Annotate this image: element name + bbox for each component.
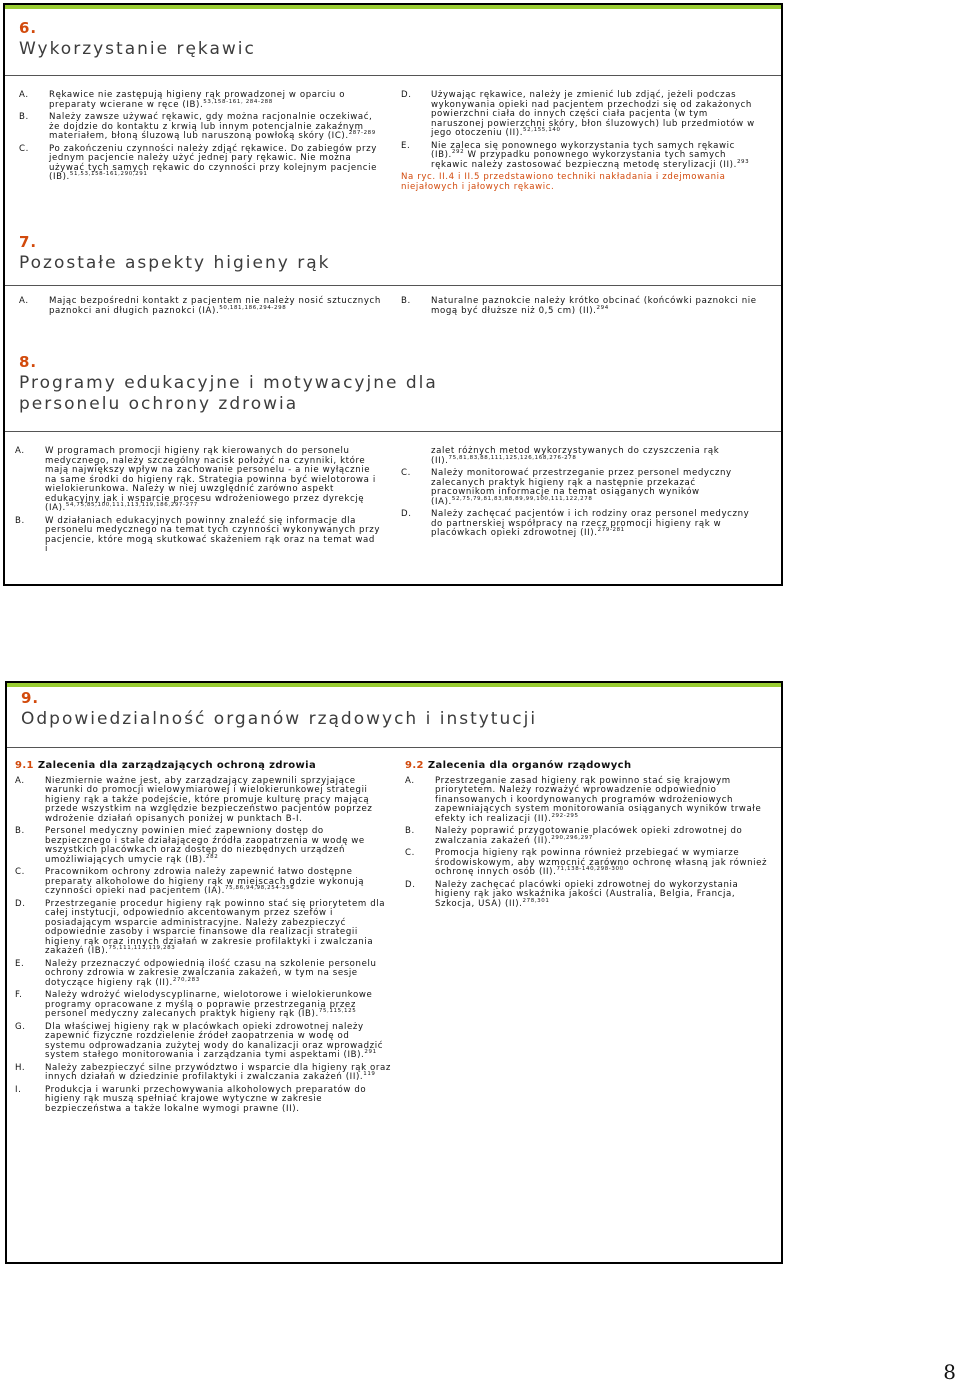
section-6-number: 6. [19,19,38,37]
section-8-number: 8. [19,353,38,371]
list-item: C. Należy monitorować przestrzeganie przez personel medyczny zalecanych praktyk higieny rąk a następnie przekazać pracownikom informacje na temat osiąganych wyników (IA).$^{52,75,79,81,83,88,89,99,100,111,122,278}$ [401,468,732,507]
list-item: A. Rękawice nie zastępują higieny rąk prowadzonej w oparciu o preparaty wcierane w ręce (IB).$^{53,158-161, 284-288}$ [19,90,346,110]
list-item: A. W programach promocji higieny rąk kierowanych do personelu medycznego, należy szczególny nacisk położyć na czynniki, które mają największy wpływ na zachowanie personelu - a nie wyłącznie na same środki do higieny rąk. Strategia powinna być wielotorowa i wielokierunkowa. Należy w niej uwzględnić zarówno aspekt edukacyjny jak i wsparcie procesu wdrożeniowego przez dyrekcję (IA).$^{54,75,85,100,111,113,119,186,297-277}$ [15,446,376,513]
list-item: D. Należy zachęcać pacjentów i ich rodziny oraz personel medyczny do partnerskiej współpracy na rzecz promocji higieny rąk w placówkach opieki zdrowotnej (II).$^{279-281}$ [401,509,750,538]
list-item: D. Należy zachęcać placówki opieki zdrowotnej do wykorzystania higieny rąk jako wskaźnika jakości (Australia, Belgia, Francja, Szkocja, USA) (II).$^{278,301}$ [405,879,739,909]
section-6-left-column [19,91,381,186]
section-6-right-column [401,91,763,192]
list-item: B. Personel medyczny powinien mieć zapewniony dostęp do bezpiecznego i stale działającego źródła zaopatrzenia w wodę we wszystkich placówkach oraz dostęp do niezbędnych urządzeń umożliwiających umycie rąk (IB).$^{282}$ [15,826,365,865]
list-item: D. Używając rękawice, należy je zmienić lub zdjąć, jeżeli podczas wykonywania opieki nad pacjentem przechodzi się od zakażonych powierzchni ciała do innych części ciała pacjenta (w tym naruszonej powierzchni skóry, błon śluzowych) lub przedmiotów w jego otoczeniu (II).$^{52,155,140}$ [401,90,755,138]
list-item: C. Po zakończeniu czynności należy zdjąć rękawice. Do zabiegów przy jednym pacjencie należy użyć jednej pary rękawic. Nie można używać tych samych rękawic do czynności przy kolejnym pacjencie (IB).$^{51,53,158-161,290,291}$ [19,143,377,182]
list-item: C. Pracownikom ochrony zdrowia należy zapewnić łatwo dostępne preparaty alkoholowe do higieny rąk w miejscach gdzie wykonują czynności opieki nad pacjentem (IA).$^{75,86,94,98,254-256}$ [15,867,365,896]
divider [7,747,781,748]
list-item: A. Mając bezpośredni kontakt z pacjentem nie należy nosić sztucznych paznokci ani długich paznokci (IA).$^{50,181,186,294-298}$ [19,296,381,316]
slide-top [3,3,783,586]
page-number: 8 [943,1360,956,1384]
list-item: I. Produkcja i warunki przechowywania alkoholowych preparatów do higieny rąk muszą spełniać krajowe wytyczne w zakresie bezpieczeństwa a także lokalne wymogi prawne (II). [15,1084,367,1114]
section-6-title: Wykorzystanie rękawic [19,39,256,59]
list-item: B. Należy poprawić przygotowanie placówek opieki zdrowotnej do zwalczania zakażeń (II).$^{290,296,297}$ [405,826,743,846]
section-7-left-column [19,297,381,319]
figure-note: Na ryc. II.4 i II.5 przedstawiono techniki nakładania i zdejmowania niejałowych i jałowych rękawic. [401,172,726,192]
section-9-title: Odpowiedzialność organów rządowych i instytucji [21,709,538,729]
list-item: H. Należy zabezpieczyć silne przywództwo i wsparcie dla higieny rąk oraz innych działań w dziedzinie profilaktyki i zwalczania zakażeń (II).$^{119}$ [15,1062,391,1082]
subsection-9-2-heading: 9.2 Zalecenia dla organów rządowych [405,760,632,771]
accent-bar [7,683,781,687]
section-8-left-column [15,447,381,558]
section-7-right-column [401,297,763,319]
section-8-title-line1: Programy edukacyjne i motywacyjne dla [19,373,438,393]
list-item: F. Należy wdrożyć wielodyscyplinarne, wielotorowe i wielokierunkowe programy opracowane z myślą o poprawie przestrzegania przez personel medyczny zalecanych praktyk higieny rąk (IB).$^{75,115,125}$ [15,990,373,1019]
section-9-2-column [405,761,775,912]
list-item: A. Niezmiernie ważne jest, aby zarządzający zapewnili sprzyjające warunki do promocji wielowymiarowej i wielokierunkowej strategii higieny rąk a także podejście, które promuje kulturę pracy mającą przede wszystkim na względzie bezpieczeństwo pacjentów poprzez wdrożenie działań opisanych poniżej w punktach B-I. [15,775,373,824]
list-item: E. Należy przeznaczyć odpowiednią ilość czasu na szkolenie personelu ochrony zdrowia w zakresie zwalczania zakażeń, w tym na sesje dotyczące higieny rąk (II).$^{270,283}$ [15,958,377,988]
section-7-title: Pozostałe aspekty higieny rąk [19,253,331,273]
subsection-9-1-heading: 9.1 Zalecenia dla zarządzających ochroną zdrowia [15,760,317,771]
section-8-title-line2: personelu ochrony zdrowia [19,394,299,414]
list-item: C. Promocja higieny rąk powinna również przebiegać w wymiarze środowiskowym, aby wzmocnić zarówno ochronę własną jak również ochronę innych osób (II).$^{71,138-140,298-300}$ [405,848,768,877]
divider [5,75,781,76]
section-9-1-column [15,761,391,1117]
section-8-right-column [401,447,763,542]
accent-bar [5,5,781,9]
list-item: zalet różnych metod wykorzystywanych do czyszczenia rąk (II).$^{75,81,83,88,111,125,126,168,276-278}$ [431,446,720,466]
divider [5,285,781,286]
list-item: A. Przestrzeganie zasad higieny rąk powinno stać się krajowym priorytetem. Należy rozważyć wprowadzenie odpowiednio finansowanych i koordynowanych programów wdrożeniowych zapewniających system monitorowania osiąganych wyników trwałe efekty ich realizacji (II).$^{292-295}$ [405,775,762,824]
list-item: D. Przestrzeganie procedur higieny rąk powinno stać się priorytetem dla całej instytucji, odpowiednio akcentowanym przez szefów i posiadającym wsparcie administracyjne. Należy zabezpieczyć odpowiednie zasoby i wsparcie finansowe dla realizacji strategii higieny rąk oraz innych działań w zakresie profilaktyki i zwalczania zakażeń (IB).$^{75,111,113,119,283}$ [15,898,386,956]
list-item: G. Dla właściwej higieny rąk w placówkach opieki zdrowotnej należy zapewnić fizyczne rozdzielenie źródeł zaopatrzenia w wodę od systemu odprowadzania zużytej wody do kanalizacji oraz wprowadzić system stałego monitorowania i zarządzania tymi aspektami (IB).$^{291}$ [15,1021,384,1060]
list-item: B. Naturalne paznokcie należy krótko obcinać (końcówki paznokci nie mogą być dłuższe niż 0,5 cm) (II).$^{294}$ [401,296,757,316]
section-7-number: 7. [19,233,38,251]
list-item: E. Nie zaleca się ponownego wykorzystania tych samych rękawic (IB).$^{292}$ W przypadku ponownego wykorzystania tych samych rękawic należy zastosować bezpieczną metodę sterylizacji (II).$^{293}$ [401,140,750,170]
slide-bottom [5,681,783,1264]
list-item: B. W działaniach edukacyjnych powinny znaleźć się informacje dla personelu medycznego na temat tych czynności wykonywanych przy pacjencie, które mogą skutkować skażeniem rąk oraz na temat wad i [15,515,381,554]
divider [5,431,781,432]
section-9-number: 9. [21,689,40,707]
list-item: B. Należy zawsze używać rękawic, gdy można racjonalnie oczekiwać, że dojdzie do kontaktu z krwią lub innym potencjalnie zakaźnym materiałem, błoną śluzową lub naruszoną powłoką skóry (IC).$^{287-289}$ [19,112,376,141]
